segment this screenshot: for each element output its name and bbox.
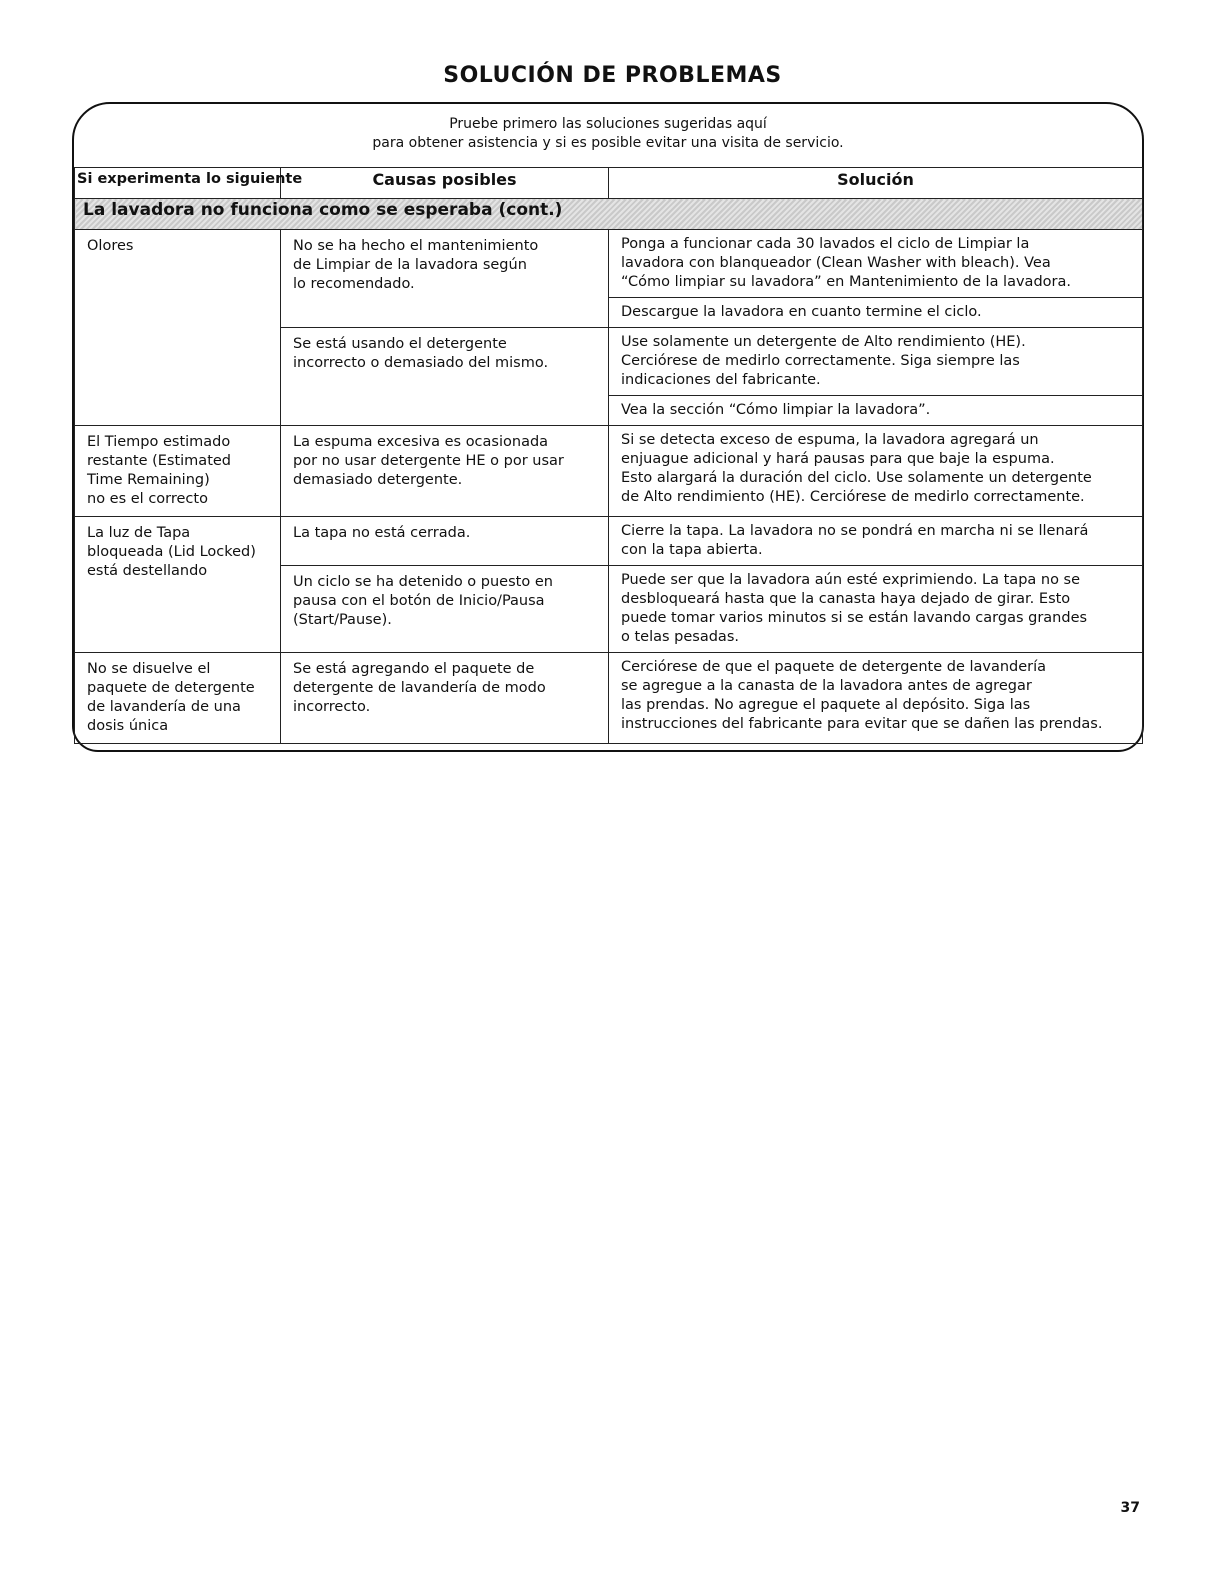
solution-line: puede tomar varios minutos si se están lavando cargas grandes bbox=[621, 610, 1088, 626]
solution-paragraph bbox=[609, 230, 1142, 297]
cause-line: incorrecto. bbox=[293, 699, 371, 715]
solution-line: las prendas. No agregue el paquete al depósito. Siga las bbox=[621, 697, 1031, 713]
page-title: SOLUCIÓN DE PROBLEMAS bbox=[443, 63, 782, 88]
column-header-causes: Causas posibles bbox=[281, 168, 609, 199]
solution-line: Esto alargará la duración del ciclo. Use solamente un detergente bbox=[621, 470, 1092, 486]
solution-line: Use solamente un detergente de Alto rendimiento (HE). bbox=[621, 334, 1026, 350]
cause-line: incorrecto o demasiado del mismo. bbox=[293, 355, 549, 371]
cause-line: demasiado detergente. bbox=[293, 472, 463, 488]
page-number: 37 bbox=[1120, 1500, 1140, 1516]
table-row bbox=[75, 230, 1143, 328]
solution-line: Descargue la lavadora en cuanto termine el ciclo. bbox=[621, 304, 982, 320]
solution-line: Vea la sección “Cómo limpiar la lavadora”. bbox=[621, 402, 931, 418]
table-row bbox=[75, 653, 1143, 744]
solution-line: indicaciones del fabricante. bbox=[621, 372, 821, 388]
table-row bbox=[75, 517, 1143, 566]
solution-line: instrucciones del fabricante para evitar que se dañen las prendas. bbox=[621, 716, 1103, 732]
solution-paragraph bbox=[609, 517, 1142, 565]
cause-line: por no usar detergente HE o por usar bbox=[293, 453, 564, 469]
solution-cell bbox=[609, 426, 1143, 517]
cause-line: detergente de lavandería de modo bbox=[293, 680, 546, 696]
solution-paragraph bbox=[609, 395, 1142, 425]
cause-line: La espuma excesiva es ocasionada bbox=[293, 434, 549, 450]
intro-text bbox=[72, 115, 1144, 153]
column-header-symptom: Si experimenta lo siguiente bbox=[75, 168, 281, 199]
troubleshooting-table bbox=[74, 167, 1143, 744]
symptom-line: restante (Estimated bbox=[87, 453, 232, 469]
cause-line: No se ha hecho el mantenimiento bbox=[293, 238, 539, 254]
symptom-line: no es el correcto bbox=[87, 491, 208, 507]
cause-line: pausa con el botón de Inicio/Pausa bbox=[293, 593, 545, 609]
cause-cell bbox=[281, 566, 609, 653]
solution-cell bbox=[609, 517, 1143, 566]
symptom-cell bbox=[75, 653, 281, 744]
solution-paragraph bbox=[609, 566, 1142, 652]
symptom-line: está destellando bbox=[87, 563, 208, 579]
symptom-line: No se disuelve el bbox=[87, 661, 211, 677]
cause-line: La tapa no está cerrada. bbox=[293, 525, 471, 541]
cause-cell bbox=[281, 426, 609, 517]
symptom-line: Time Remaining) bbox=[87, 472, 210, 488]
solution-cell bbox=[609, 328, 1143, 426]
symptom-line: de lavandería de una bbox=[87, 699, 241, 715]
solution-cell bbox=[609, 230, 1143, 328]
solution-line: Cerciórese de que el paquete de detergente de lavandería bbox=[621, 659, 1047, 675]
solution-line: enjuague adicional y hará pausas para que baje la espuma. bbox=[621, 451, 1055, 467]
symptom-line: paquete de detergente bbox=[87, 680, 255, 696]
solution-paragraph bbox=[609, 328, 1142, 395]
cause-cell bbox=[281, 653, 609, 744]
table-header-row bbox=[75, 168, 1143, 199]
symptom-line: La luz de Tapa bbox=[87, 525, 191, 541]
symptom-line: Olores bbox=[87, 238, 134, 254]
intro-line: para obtener asistencia y si es posible evitar una visita de servicio. bbox=[372, 135, 844, 151]
table-row bbox=[75, 426, 1143, 517]
solution-line: de Alto rendimiento (HE). Cerciórese de medirlo correctamente. bbox=[621, 489, 1085, 505]
solution-line: o telas pesadas. bbox=[621, 629, 739, 645]
solution-line: Si se detecta exceso de espuma, la lavadora agregará un bbox=[621, 432, 1039, 448]
solution-line: Cierre la tapa. La lavadora no se pondrá en marcha ni se llenará bbox=[621, 523, 1089, 539]
solution-line: Puede ser que la lavadora aún esté exprimiendo. La tapa no se bbox=[621, 572, 1081, 588]
cause-cell bbox=[281, 230, 609, 328]
solution-paragraph bbox=[609, 653, 1142, 739]
solution-line: lavadora con blanqueador (Clean Washer with bleach). Vea bbox=[621, 255, 1051, 271]
symptom-cell bbox=[75, 426, 281, 517]
symptom-cell bbox=[75, 517, 281, 653]
solution-cell bbox=[609, 566, 1143, 653]
solution-paragraph bbox=[609, 297, 1142, 327]
section-header-row bbox=[75, 199, 1143, 230]
symptom-line: bloqueada (Lid Locked) bbox=[87, 544, 256, 560]
solution-cell bbox=[609, 653, 1143, 744]
intro-line: Pruebe primero las soluciones sugeridas aquí bbox=[449, 116, 767, 132]
symptom-cell bbox=[75, 230, 281, 426]
cause-line: Un ciclo se ha detenido o puesto en bbox=[293, 574, 553, 590]
solution-line: desbloqueará hasta que la canasta haya dejado de girar. Esto bbox=[621, 591, 1071, 607]
cause-line: Se está usando el detergente bbox=[293, 336, 507, 352]
solution-line: se agregue a la canasta de la lavadora antes de agregar bbox=[621, 678, 1032, 694]
column-header-solution: Solución bbox=[609, 168, 1143, 199]
symptom-line: dosis única bbox=[87, 718, 169, 734]
cause-line: lo recomendado. bbox=[293, 276, 415, 292]
cause-cell bbox=[281, 517, 609, 566]
cause-line: de Limpiar de la lavadora según bbox=[293, 257, 527, 273]
cause-line: Se está agregando el paquete de bbox=[293, 661, 535, 677]
cause-line: (Start/Pause). bbox=[293, 612, 392, 628]
cause-cell bbox=[281, 328, 609, 426]
solution-line: “Cómo limpiar su lavadora” en Mantenimiento de la lavadora. bbox=[621, 274, 1071, 290]
solution-line: con la tapa abierta. bbox=[621, 542, 763, 558]
symptom-line: El Tiempo estimado bbox=[87, 434, 231, 450]
solution-line: Ponga a funcionar cada 30 lavados el ciclo de Limpiar la bbox=[621, 236, 1030, 252]
solution-line: Cerciórese de medirlo correctamente. Siga siempre las bbox=[621, 353, 1020, 369]
solution-paragraph bbox=[609, 426, 1142, 512]
section-title: La lavadora no funciona como se esperaba (cont.) bbox=[75, 199, 1143, 230]
